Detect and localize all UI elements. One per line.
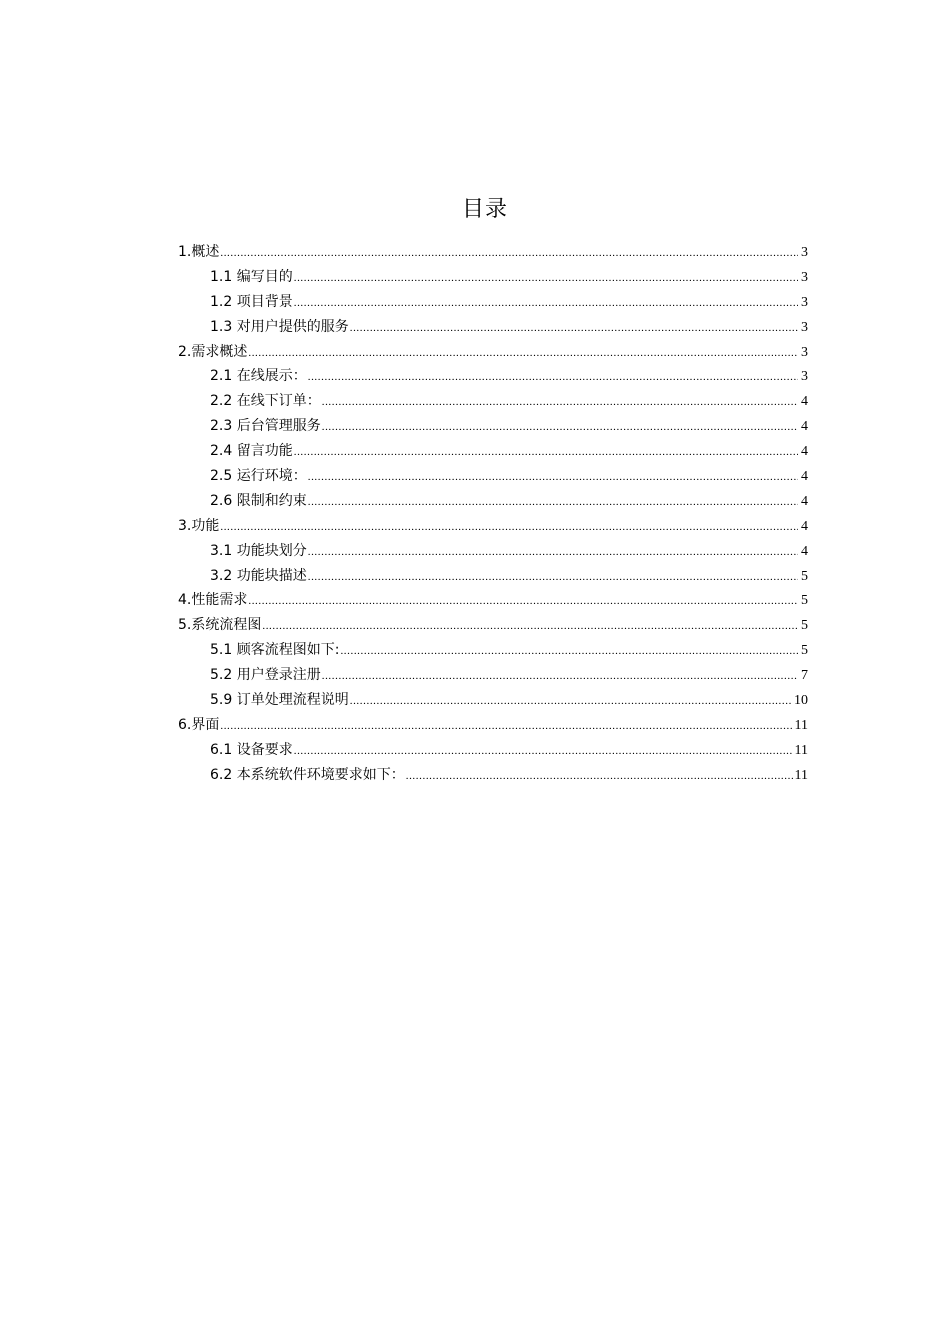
toc-entry[interactable] [178,688,808,713]
toc-entry-label: 3.功能 [178,517,220,534]
toc-entry-page: 4 [801,543,808,559]
toc-entry-page: 7 [801,668,808,684]
toc-dot-leader [220,241,798,266]
toc-entry-page: 5 [801,593,808,609]
toc-entry[interactable] [178,613,808,638]
toc-entry-page: 4 [801,469,808,485]
toc-entry-label: 5.2 用户登录注册 [210,667,321,684]
toc-entry-page: 4 [801,518,808,534]
toc-entry-label: 1.1 编写目的 [210,268,293,285]
toc-entry-page: 4 [801,419,808,435]
toc-entry-label: 2.需求概述 [178,343,248,360]
toc-entry-page: 4 [801,493,808,509]
toc-dot-leader [294,440,798,465]
toc-entry-label: 6.2 本系统软件环境要求如下： [210,766,405,783]
toc-entry[interactable] [178,389,808,414]
toc-entry-page: 3 [801,319,808,335]
toc-dot-leader [220,515,798,540]
toc-entry[interactable] [178,464,808,489]
toc-entry[interactable] [178,514,808,539]
toc-entry-page: 4 [801,394,808,410]
toc-dot-leader [308,540,798,565]
toc-entry-label: 5.1 顾客流程图如下: [210,642,340,659]
toc-entry[interactable] [178,588,808,613]
toc-entry-label: 4.性能需求 [178,592,248,609]
toc-entry[interactable] [178,265,808,290]
toc-dot-leader [322,664,798,689]
toc-entry-label: 1.概述 [178,244,220,260]
toc-entry-label: 5.9 订单处理流程说明 [210,692,349,709]
toc-entry-page: 3 [801,269,808,285]
toc-entry-page: 11 [794,742,808,758]
toc-entry-page: 3 [801,369,808,385]
toc-entry-label: 2.6 限制和约束 [210,492,307,509]
toc-dot-leader [308,565,798,590]
toc-entry-page: 5 [801,618,808,634]
toc-entry-label: 3.2 功能块描述 [210,567,307,584]
toc-entry[interactable] [178,638,808,663]
toc-entry-label: 3.1 功能块划分 [210,542,307,559]
toc-entry[interactable] [178,414,808,439]
toc-entry-label: 2.2 在线下订单： [210,393,321,410]
toc-dot-leader [308,365,798,390]
toc-entry[interactable] [178,738,808,763]
toc-dot-leader [308,490,798,515]
toc-entry[interactable] [178,364,808,389]
toc-dot-leader [322,390,798,415]
toc-entry-label: 6.1 设备要求 [210,741,293,758]
toc-entry-label: 1.3 对用户提供的服务 [210,318,349,335]
table-of-contents [178,240,808,788]
toc-entry-page: 11 [794,717,808,733]
toc-dot-leader [248,341,798,366]
toc-entry[interactable] [178,240,808,265]
toc-entry-label: 2.4 留言功能 [210,443,293,460]
toc-dot-leader [322,415,798,440]
toc-entry[interactable] [178,315,808,340]
toc-dot-leader [220,714,792,739]
toc-entry-page: 10 [794,693,808,709]
toc-entry[interactable] [178,340,808,365]
toc-dot-leader [294,291,798,316]
toc-entry[interactable] [178,564,808,589]
toc-entry-label: 2.3 后台管理服务 [210,418,321,435]
toc-title: 目录 [461,197,508,222]
toc-entry-label: 6.界面 [178,716,220,733]
toc-entry-page: 3 [801,245,808,260]
toc-entry[interactable] [178,290,808,315]
toc-entry[interactable] [178,663,808,688]
toc-entry-label: 1.2 项目背景 [210,293,293,310]
toc-dot-leader [262,614,798,639]
toc-entry[interactable] [178,539,808,564]
toc-entry-page: 3 [801,294,808,310]
toc-entry-page: 5 [801,643,808,659]
toc-entry-label: 2.5 运行环境： [210,468,307,485]
toc-dot-leader [350,316,798,341]
toc-entry-page: 11 [794,767,808,783]
toc-entry-page: 4 [801,444,808,460]
toc-entry[interactable] [178,713,808,738]
toc-dot-leader [294,266,798,291]
toc-dot-leader [406,764,793,789]
toc-entry[interactable] [178,439,808,464]
toc-entry-page: 3 [801,344,808,360]
toc-dot-leader [294,739,793,764]
toc-entry-label: 5.系统流程图 [178,617,262,634]
toc-dot-leader [308,465,798,490]
toc-dot-leader [340,639,798,664]
toc-dot-leader [248,589,798,614]
toc-entry-page: 5 [801,568,808,584]
toc-dot-leader [350,689,792,714]
toc-entry[interactable] [178,489,808,514]
toc-entry[interactable] [178,763,808,788]
toc-entry-label: 2.1 在线展示： [210,368,307,385]
